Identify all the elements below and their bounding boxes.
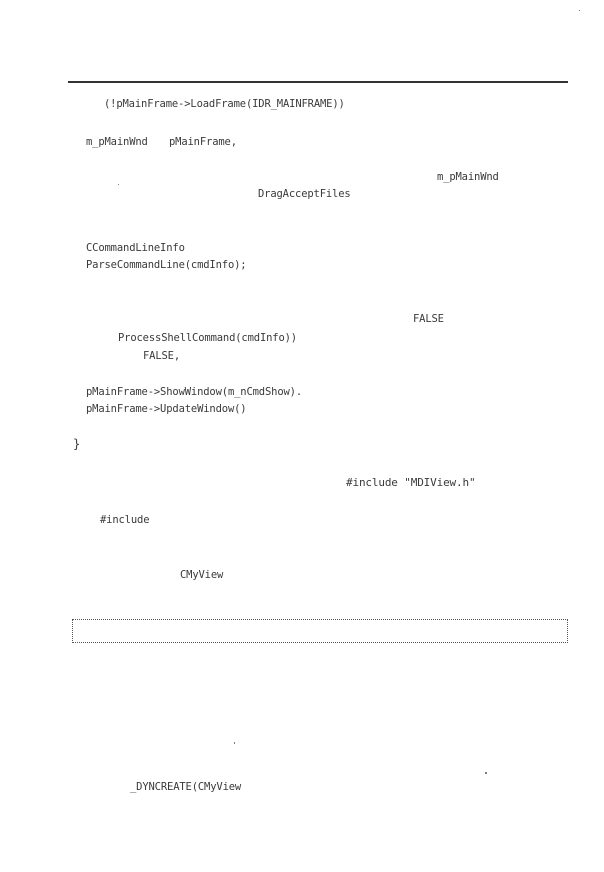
- scan-speck: [118, 184, 119, 185]
- scan-speck: [579, 10, 580, 11]
- main-frame-text: pMainFrame,: [169, 136, 237, 148]
- main-wnd-text: m_pMainWnd: [86, 136, 148, 148]
- scan-speck: [234, 742, 235, 744]
- dotted-frame: [72, 619, 568, 643]
- include-mdiview-line: #include "MDIView.h": [346, 476, 476, 489]
- command-line-info-line: CCommandLineInfo: [86, 242, 185, 254]
- process-shell-command-line: ProcessShellCommand(cmdInfo)): [118, 332, 297, 344]
- show-window-line: pMainFrame->ShowWindow(m_nCmdShow).: [86, 386, 303, 398]
- false-text-right: FALSE: [413, 313, 444, 325]
- closing-brace: }: [73, 437, 81, 451]
- parse-command-line-line: ParseCommandLine(cmdInfo);: [86, 259, 247, 271]
- load-frame-line: (!pMainFrame->LoadFrame(IDR_MAINFRAME)): [104, 98, 345, 110]
- update-window-line: pMainFrame->UpdateWindow(): [86, 403, 247, 415]
- false-text-indented: FALSE,: [143, 350, 181, 362]
- dyncreate-line: _DYNCREATE(CMyView: [130, 781, 242, 793]
- drag-accept-files-text: DragAcceptFiles: [258, 188, 351, 200]
- header-rule: [68, 81, 568, 83]
- cmyview-text: CMyView: [180, 569, 224, 581]
- m-pmainwnd-text: m_pMainWnd: [437, 171, 499, 183]
- scan-speck: [485, 772, 487, 774]
- include-line: #include: [100, 514, 150, 526]
